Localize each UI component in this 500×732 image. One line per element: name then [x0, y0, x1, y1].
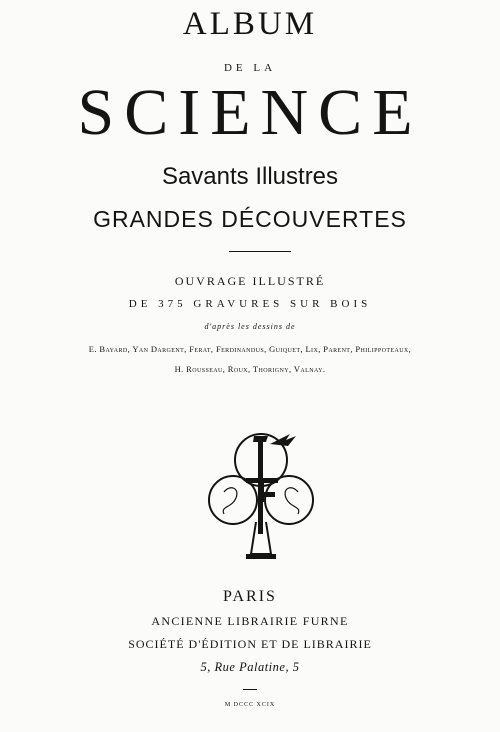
album-heading: ALBUM — [182, 6, 318, 42]
imprint-divider — [243, 689, 257, 690]
year-text: M DCCC XCIX — [224, 702, 276, 708]
society-text: SOCIÉTÉ D'ÉDITION ET DE LIBRAIRIE — [128, 637, 372, 651]
savants-subtitle: Savants Illustres — [161, 163, 339, 190]
ouvrage-illustre-text: OUVRAGE ILLUSTRÉ — [174, 274, 326, 288]
address-text: 5, Rue Palatine, 5 — [200, 660, 300, 674]
emblem-base — [246, 554, 276, 559]
decouvertes-subtitle: GRANDES DÉCOUVERTES — [93, 206, 407, 232]
emblem-right-swash — [285, 488, 299, 514]
science-heading: SCIENCE — [77, 76, 423, 149]
city-text: PARIS — [223, 588, 277, 605]
publisher-monogram-emblem — [206, 422, 316, 562]
artists-line-2: H. Rousseau, Roux, Thorigny, Valnay. — [174, 364, 326, 374]
emblem-letter-f — [246, 478, 278, 502]
emblem-left-lobe — [209, 476, 257, 524]
publisher-text: ANCIENNE LIBRAIRIE FURNE — [151, 614, 349, 628]
artists-line-1: E. Bayard, Yan Dargent, Ferat, Ferdinandus, Guiquet, Lix, Parent, Philippoteaux, — [88, 344, 412, 354]
gravures-text: DE 375 GRAVURES SUR BOIS — [128, 298, 372, 310]
emblem-right-lobe — [265, 476, 313, 524]
de-la-text: DE LA — [223, 62, 277, 74]
title-divider — [229, 251, 291, 252]
dapres-text: d'après les dessins de — [204, 322, 296, 331]
emblem-left-swash — [223, 488, 237, 514]
emblem-flourish — [270, 434, 296, 446]
